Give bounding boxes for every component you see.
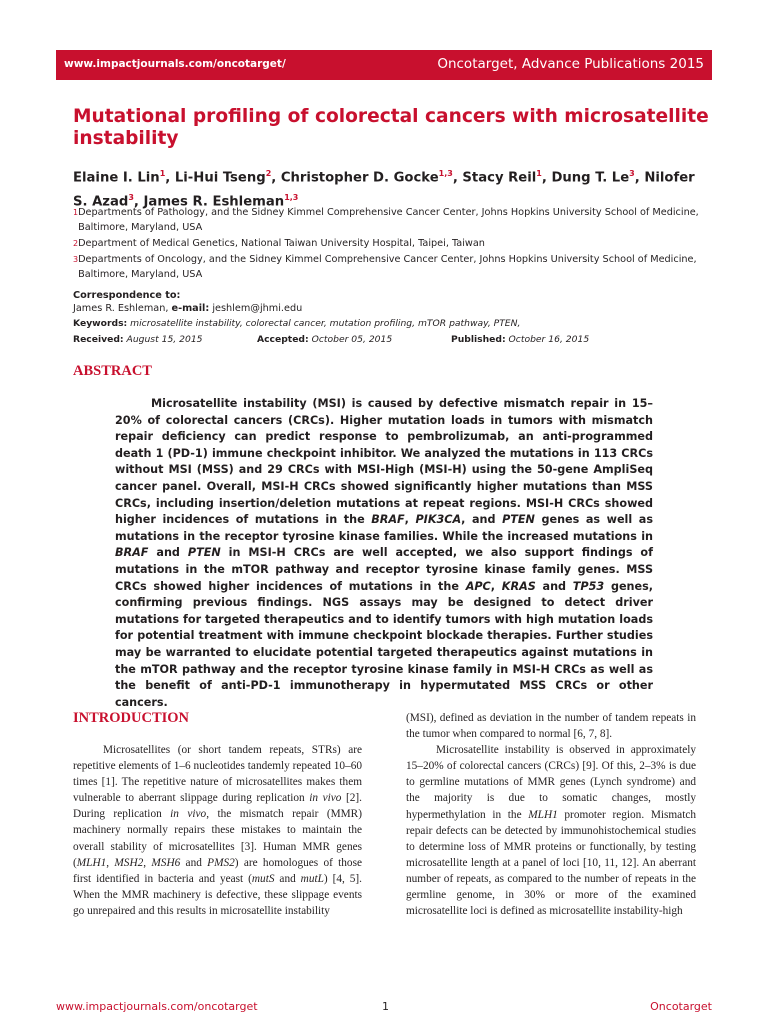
correspondence-name: James R. Eshleman, [73,303,172,314]
journal-url[interactable]: www.impactjournals.com/oncotarget/ [64,58,286,70]
introduction-heading: INTRODUCTION [73,710,190,726]
footer-url[interactable]: www.impactjournals.com/oncotarget [56,1000,258,1013]
footer-journal: Oncotarget [650,1000,712,1013]
affiliation-3: $^3$Departments of Oncology, and the Sidney Kimmel Comprehensive Cancer Center, Johns Hopkins University School of Medicine, Baltimore, Maryland, USA [73,254,697,280]
received-date: Received: August 15, 2015 [73,334,203,345]
journal-banner [56,50,712,80]
article-title: Mutational profiling of colorectal cancers with microsatellite instability [73,106,709,149]
journal-issue: Oncotarget, Advance Publications 2015 [437,56,704,72]
intro-paragraph: (MSI), defined as deviation in the number of tandem repeats in the tumor when compared to normal [6, 7, 8]. [406,712,696,741]
page-number: 1 [382,1000,389,1013]
abstract-heading: ABSTRACT [73,363,152,379]
correspondence-label: Correspondence to: [73,290,181,301]
affiliation-2: $^2$Department of Medical Genetics, National Taiwan University Hospital, Taipei, Taiwan [73,238,485,249]
keywords-text: microsatellite instability, colorectal cancer, mutation profiling, mTOR pathway, PTEN, [127,318,521,329]
keywords [73,318,713,329]
intro-column-left: Microsatellites (or short tandem repeats, STRs) are repetitive elements of 1–6 nucleotides tandemly repeated 10–60 times [1]. The repetitive nature of microsatellites makes them vulnerable to aberrant slippage during replication in vivo [2]. During replication in vivo, the mismatch repair (MMR) machinery normally repairs these mistakes to maintain the overall stability of microsatellites [3]. Human MMR genes (MLH1, MSH2, MSH6 and PMS2) are homologues of those first identified in bacteria and yeast (mutS and mutL) [4, 5]. When the MMR machinery is defective, these slippage events go unrepaired and this results in microsatellite instability [73,744,362,917]
published-date: Published: October 16, 2015 [451,334,590,345]
author-list: Elaine I. Lin$^1$, Li-Hui Tseng$^2$, Christopher D. Gocke$^{1,3}$, Stacy Reil$^1$, Dung T. Le$^3$, Nilofer S. Azad$^3$, James R. Eshleman$^{1,3}$ [73,169,695,210]
intro-column-right [406,710,696,919]
correspondence [73,289,713,315]
email-link[interactable]: jeshlem@jhmi.edu [209,303,303,314]
keywords-label: Keywords: [73,318,128,329]
page-footer [56,1000,712,1016]
abstract-text: Microsatellite instability (MSI) is caused by defective mismatch repair in 15–20% of colorectal cancers (CRCs). Higher mutation loads in tumors with mismatch repair deficiency can predict response to pembrolizumab, an anti-programmed death 1 (PD-1) immune checkpoint inhibitor. We analyzed the mutations in 113 CRCs without MSI (MSS) and 29 CRCs with MSI-High (MSI-H) using the 50-gene AmpliSeq cancer panel. Overall, MSI-H CRCs showed significantly higher mutations than MSS CRCs, including insertion/deletion mutations at repeat regions. MSI-H CRCs showed higher incidences of mutations in the BRAF, PIK3CA, and PTEN genes as well as mutations in the receptor tyrosine kinase families. While the increased mutations in BRAF and PTEN in MSI-H CRCs are well accepted, we also support findings of mutations in the mTOR pathway and receptor tyrosine kinase family genes. MSS CRCs showed higher incidences of mutations in the APC, KRAS and TP53 genes, confirming previous findings. NGS assays may be designed to detect driver mutations for targeted therapeutics and to identify tumors with high mutation loads for potential treatment with immune checkpoint blockade therapies. Further studies may be warranted to elucidate potential targeted therapeutics against mutations in the mTOR pathway and the receptor tyrosine kinase family in MSI-H CRCs as well as the benefit of anti-PD-1 immunotherapy in hypermutated MSS CRCs or other cancers. [115,397,654,709]
email-label: e-mail: [171,303,210,314]
intro-paragraph: Microsatellite instability is observed in approximately 15–20% of colorectal cancers (CRCs) [9]. Of this, 2–3% is due to germline mutations of MMR genes (Lynch syndrome) and the majority is due to somatic changes, mostly hypermethylation in the MLH1 promoter region. Mismatch repair defects can be detected by immunohistochemical studies to determine loss of MMR proteins or functionally, by testing microsatellite length at a panel of loci [10, 11, 12]. An aberrant number of repeats, as compared to the number of repeats in the germline genome, in 30% or more of the examined microsatellite loci is defined as microsatellite instability-high [406,744,696,918]
accepted-date: Accepted: October 05, 2015 [257,334,393,345]
affiliation-1: $^1$Departments of Pathology, and the Sidney Kimmel Comprehensive Cancer Center, Johns Hopkins University School of Medicine, Baltimore, Maryland, USA [73,207,699,233]
